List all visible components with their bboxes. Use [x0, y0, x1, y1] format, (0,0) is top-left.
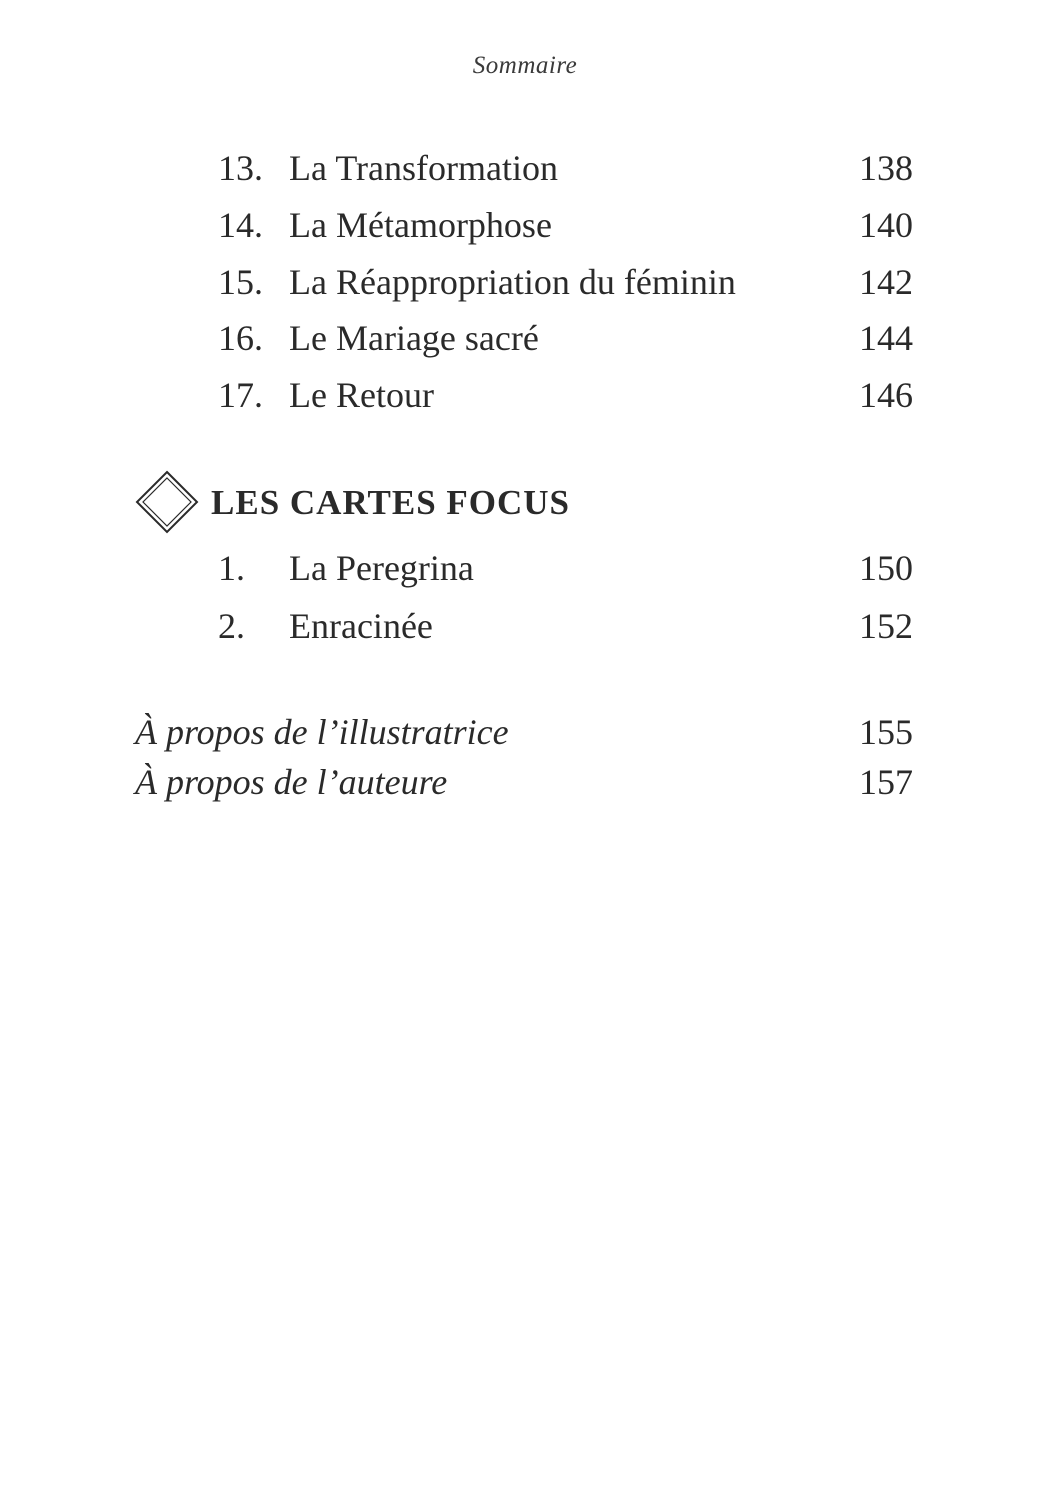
toc-entry-13[interactable]: [218, 143, 913, 193]
focus-entry-1[interactable]: [218, 543, 913, 593]
entry-title: À propos de l’illustratrice: [135, 712, 509, 752]
entry-title: Le Retour: [289, 375, 434, 415]
entry-page: 144: [859, 318, 913, 358]
toc-entry-15[interactable]: [218, 257, 913, 307]
entry-page: 146: [859, 375, 913, 415]
diamond-icon: [135, 470, 199, 534]
entry-number: 13.: [218, 148, 263, 188]
entry-title: La Transformation: [289, 148, 558, 188]
entry-page: 155: [859, 712, 913, 752]
focus-entry-2[interactable]: [218, 601, 913, 651]
entry-page: 157: [859, 762, 913, 802]
entry-number: 17.: [218, 375, 263, 415]
toc-entry-14[interactable]: [218, 200, 913, 250]
back-matter-illustratrice[interactable]: [135, 707, 913, 757]
entry-page: 142: [859, 262, 913, 302]
entry-title: Enracinée: [289, 606, 433, 646]
entry-number: 2.: [218, 606, 245, 646]
entry-title: La Peregrina: [289, 548, 474, 588]
entry-page: 138: [859, 148, 913, 188]
entry-page: 140: [859, 205, 913, 245]
entry-title: Le Mariage sacré: [289, 318, 539, 358]
entry-number: 16.: [218, 318, 263, 358]
section-title: LES CARTES FOCUS: [211, 483, 571, 522]
back-matter-auteure[interactable]: [135, 757, 913, 807]
entry-page: 152: [859, 606, 913, 646]
entry-page: 150: [859, 548, 913, 588]
running-header: Sommaire: [472, 52, 578, 79]
entry-number: 14.: [218, 205, 263, 245]
toc-entry-17[interactable]: [218, 370, 913, 420]
section-heading-focus: [135, 470, 835, 534]
entry-title: La Métamorphose: [289, 205, 552, 245]
entry-title: À propos de l’auteure: [135, 762, 448, 802]
toc-entry-16[interactable]: [218, 313, 913, 363]
entry-title: La Réappropriation du féminin: [289, 262, 736, 302]
entry-number: 15.: [218, 262, 263, 302]
entry-number: 1.: [218, 548, 245, 588]
